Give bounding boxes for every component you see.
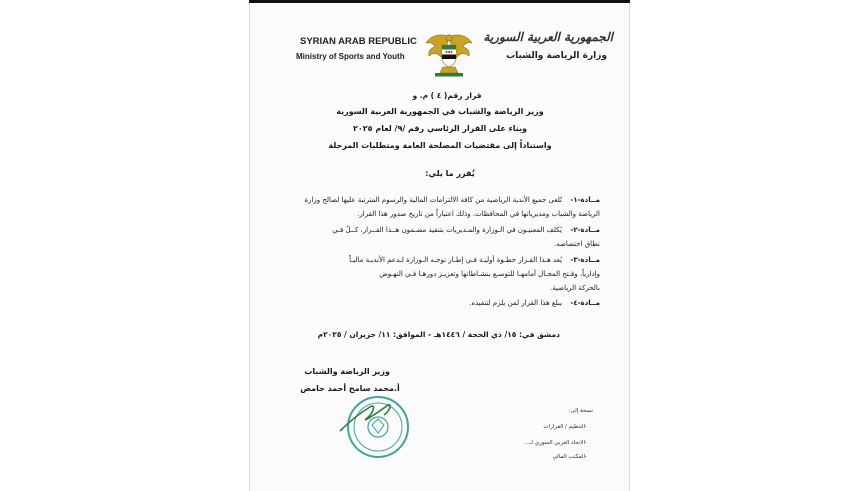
header-country-ar: الجمهورية العربية السورية xyxy=(483,30,613,44)
decides-heading: يُقرر ما يلي: xyxy=(425,169,475,178)
article-text-line: يُكلف المعنيـون في الـوزارة والمـديريات بتنفيذ مضـمون هــذا القــرار، كــلٌ فـي xyxy=(332,226,562,234)
cc-item: -الاتحاد العربي السوري لـ... xyxy=(524,440,587,446)
article-text-line: نطاق اختصاصه. xyxy=(554,240,600,248)
decision-document xyxy=(249,3,630,491)
article-text-line: تُلغى جميع الأندية الرياضية من كافة الالتزامات المالية والرسوم المترتبة عليها لصالح وزارة xyxy=(304,196,562,204)
article-text-line: وإدارياً، وفـتح المجـال أمامهـا للتوسـع بنشـاطاتها وتعزيـز دورهـا فـي النهـوض xyxy=(379,270,600,278)
syrian-eagle-emblem xyxy=(423,29,475,79)
article-label: مــادة-٤- xyxy=(570,299,600,307)
decision-number: قرار رقم( ٤ ) م. و xyxy=(412,91,482,100)
header-ministry-en: Ministry of Sports and Youth xyxy=(296,52,405,61)
header-ministry-ar: وزارة الرياضة والشباب xyxy=(506,51,607,61)
signatory-title: وزير الرياضة والشباب xyxy=(304,367,390,376)
preamble-line: وزير الرياضة والشباب في الجمهورية العربية السورية xyxy=(336,107,544,116)
official-stamp xyxy=(336,391,414,461)
article-text-line: الرياضة والشباب ومديرياتها في المحافظات، وذلك اعتباراً من تاريخ صدور هذا القرار. xyxy=(357,210,600,218)
cc-heading: نسخة إلى: xyxy=(568,408,593,414)
article-label: مــادة-٢- xyxy=(570,226,600,234)
article-label: مــادة-٣- xyxy=(570,256,600,264)
article-label: مــادة-١- xyxy=(570,196,600,204)
preamble-line: واستناداً إلى مقتضيات المصلحة العامة ومتطلبات المرحلة xyxy=(328,141,552,150)
article-text-line: بالحركة الرياضية. xyxy=(550,284,600,292)
cc-item: -المكتب المالي xyxy=(552,454,587,460)
article-text-line: يُعد هـذا القـرار خطـوة أوليـة فـي إطـار توجـه الـوزارة لـدعم الأنديـة ماليـاً xyxy=(349,256,562,264)
issue-date: دمشق في: ١٥/ ذي الحجة / ١٤٤٦هـ - الموافق: ١١/ حزيران / ٢٠٢٥م xyxy=(317,330,560,339)
header-country-en: SYRIAN ARAB REPUBLIC xyxy=(300,36,417,47)
preamble-line: وبناء على القرار الرئاسي رقم /٩/ لعام ٢٠٢٥ xyxy=(353,124,527,133)
article-text-line: يبلغ هذا القرار لمن يلزم لتنفيذه. xyxy=(469,299,562,307)
signatory-name: أ.محمد سامح أحمد حامض xyxy=(300,384,400,393)
cc-item: -التنظيم / القرارات xyxy=(543,424,587,430)
